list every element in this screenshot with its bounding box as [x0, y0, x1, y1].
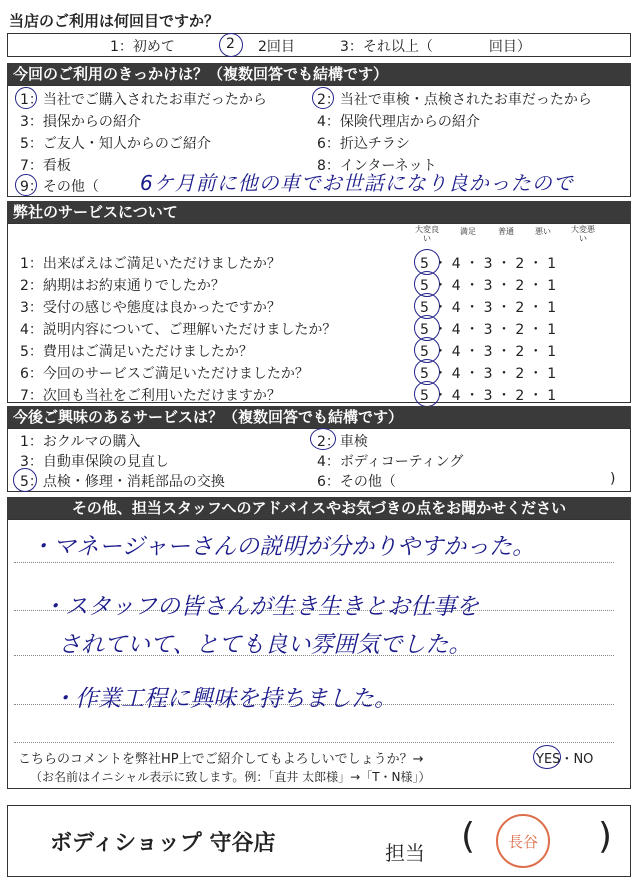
q2-other-handwritten: 6ケ月前に他の車でお世話になり良かったので: [140, 171, 574, 195]
comment-handwritten-2: ・スタッフの皆さんが生き生きとお仕事を: [42, 594, 479, 620]
q2-item-8-label: ：インターネット: [325, 158, 437, 174]
q4-item-5-num: 5: [20, 474, 29, 490]
q2-item-6[interactable]: [317, 133, 410, 153]
shop-name: ボディショップ 守谷店: [50, 831, 276, 856]
q3-scale-3[interactable]: 5 ・ 4 ・ 3 ・ 2 ・ 1: [420, 300, 557, 316]
q2-item-1[interactable]: [20, 89, 267, 109]
q3-scale-1[interactable]: 5 ・ 4 ・ 3 ・ 2 ・ 1: [420, 256, 557, 272]
q1-option-2-label: 2回目: [258, 39, 295, 55]
consent-note: （お名前はイニシャル表示に致します。例：「直井 太郎様」→「T・N様」）: [30, 770, 431, 784]
q2-item-7-label: ：看板: [28, 158, 71, 174]
q2-item-7-num: 7: [20, 158, 29, 174]
q2-item-4-label: ：保険代理店からの紹介: [325, 114, 480, 130]
q3-question-7: 7：次回も当社をご利用いただけますか？: [20, 388, 281, 404]
q3-question-3: 3：受付の感じや態度は良かったですか？: [20, 300, 281, 316]
comment-handwritten-4: ・作業工程に興味を持ちました。: [52, 686, 397, 712]
q3-question-2: 2：納期はお約束通りでしたか？: [20, 278, 225, 294]
q3-col-4: 悪い: [535, 227, 551, 236]
q4-item-6-close-paren: ): [610, 471, 616, 487]
q4-item-4[interactable]: [317, 451, 463, 471]
q2-item-7[interactable]: [20, 155, 71, 175]
q4-item-2-label: ：車検: [325, 434, 368, 450]
q3-scale-7[interactable]: 5 ・ 4 ・ 3 ・ 2 ・ 1: [420, 388, 557, 404]
q3-title: 弊社のサービスについて: [13, 203, 178, 221]
q2-item-1-label: ：当社でご購入されたお車だったから: [28, 92, 267, 108]
q2-item-1-num: 1: [20, 92, 29, 108]
q2-item-8-num: 8: [317, 158, 326, 174]
q1-options-box: [7, 33, 631, 57]
q3-question-1: 1：出来ばえはご満足いただけましたか？: [20, 256, 281, 272]
staff-stamp: [496, 814, 550, 868]
q2-item-3-num: 3: [20, 114, 29, 130]
q2-item-3[interactable]: [20, 111, 141, 131]
q4-item-1-num: 1: [20, 434, 29, 450]
q4-item-5[interactable]: [20, 471, 225, 491]
q2-item-2-num: 2: [317, 92, 326, 108]
q3-header: [7, 201, 631, 223]
q4-header: [7, 406, 631, 428]
q4-item-3-label: ：自動車保険の見直し: [28, 454, 169, 470]
q3-col-2: 満足: [460, 227, 476, 236]
q3-scale-4[interactable]: 5 ・ 4 ・ 3 ・ 2 ・ 1: [420, 322, 557, 338]
consent-no[interactable]: NO: [573, 752, 594, 767]
staff-stamp-text: 長谷: [507, 832, 538, 851]
q4-item-3[interactable]: [20, 451, 169, 471]
q4-title: 今後ご興味のあるサービスは？（複数回答でも結構です）: [13, 408, 404, 426]
q2-item-3-label: ：損保からの紹介: [28, 114, 141, 130]
q1-header: [7, 10, 631, 32]
q2-item-2[interactable]: [317, 89, 592, 109]
q4-item-5-label: ：点検・修理・消耗部品の交換: [28, 474, 225, 490]
q2-item-9-num: 9: [20, 179, 29, 195]
comment-line-1: [14, 562, 614, 563]
q4-item-6-num: 6: [317, 474, 326, 490]
q4-item-1[interactable]: [20, 431, 141, 451]
q3-col-5: 大変悪い: [571, 225, 595, 243]
q5-header: [7, 497, 631, 519]
q2-item-2-label: ：当社で車検・点検されたお車だったから: [325, 92, 592, 108]
q2-title: 今回のご利用のきっかけは？（複数回答でも結構です）: [13, 65, 389, 83]
q4-item-1-label: ：おクルマの購入: [28, 434, 141, 450]
q4-item-6-label: ：その他（: [325, 474, 396, 490]
consent-options: [536, 748, 593, 767]
q2-item-4[interactable]: [317, 111, 480, 131]
q1-option-2-num: 2: [226, 36, 235, 52]
q4-item-3-num: 3: [20, 454, 29, 470]
comment-line-5: [14, 742, 614, 743]
staff-label: 担当: [385, 841, 425, 865]
consent-question: こちらのコメントを弊社HP上でご紹介してもよろしいでしょうか？→: [18, 752, 424, 767]
q2-item-5-num: 5: [20, 136, 29, 152]
q3-col-3: 普通: [498, 227, 514, 236]
q1-option-1[interactable]: 1：初めて: [110, 39, 175, 55]
consent-yes[interactable]: YES: [536, 752, 561, 767]
q4-item-4-num: 4: [317, 454, 326, 470]
q4-item-4-label: ：ボディコーティング: [325, 454, 464, 470]
q3-col-1: 大変良い: [415, 225, 439, 243]
q2-item-6-num: 6: [317, 136, 326, 152]
comment-handwritten-1: ・マネージャーさんの説明が分かりやすかった。: [30, 534, 536, 560]
consent-separator: ・: [560, 752, 574, 767]
q1-option-2[interactable]: [258, 36, 295, 56]
staff-paren-close: ): [598, 816, 613, 857]
q2-item-4-num: 4: [317, 114, 326, 130]
q1-option-3[interactable]: 3：それ以上（ 回目）: [340, 39, 531, 55]
q3-scale-2[interactable]: 5 ・ 4 ・ 3 ・ 2 ・ 1: [420, 278, 557, 294]
q1-title: 当店のご利用は何回目ですか？: [9, 12, 220, 30]
q4-item-6[interactable]: [317, 471, 396, 491]
q2-item-5-label: ：ご友人・知人からのご紹介: [28, 136, 211, 152]
q3-scale-6[interactable]: 5 ・ 4 ・ 3 ・ 2 ・ 1: [420, 366, 557, 382]
q4-item-2-num: 2: [317, 434, 326, 450]
q2-item-6-label: ：折込チラシ: [325, 136, 410, 152]
q5-title: その他、担当スタッフへのアドバイスやお気づきの点をお聞かせください: [71, 499, 567, 517]
q2-header: [7, 63, 631, 85]
q2-item-9-label: ：その他（: [28, 179, 99, 195]
q3-question-5: 5：費用はご満足いただけましたか？: [20, 344, 253, 360]
q4-item-2[interactable]: [317, 431, 368, 451]
comment-handwritten-3: されていて、とても良い雰囲気でした。: [58, 632, 472, 658]
q3-question-4: 4：説明内容について、ご理解いただけましたか？: [20, 322, 337, 338]
q2-item-5[interactable]: [20, 133, 211, 153]
q3-question-6: 6：今回のサービスご満足いただけましたか？: [20, 366, 309, 382]
q3-scale-5[interactable]: 5 ・ 4 ・ 3 ・ 2 ・ 1: [420, 344, 557, 360]
q2-item-9[interactable]: [20, 176, 99, 196]
staff-paren-open: (: [461, 816, 476, 857]
